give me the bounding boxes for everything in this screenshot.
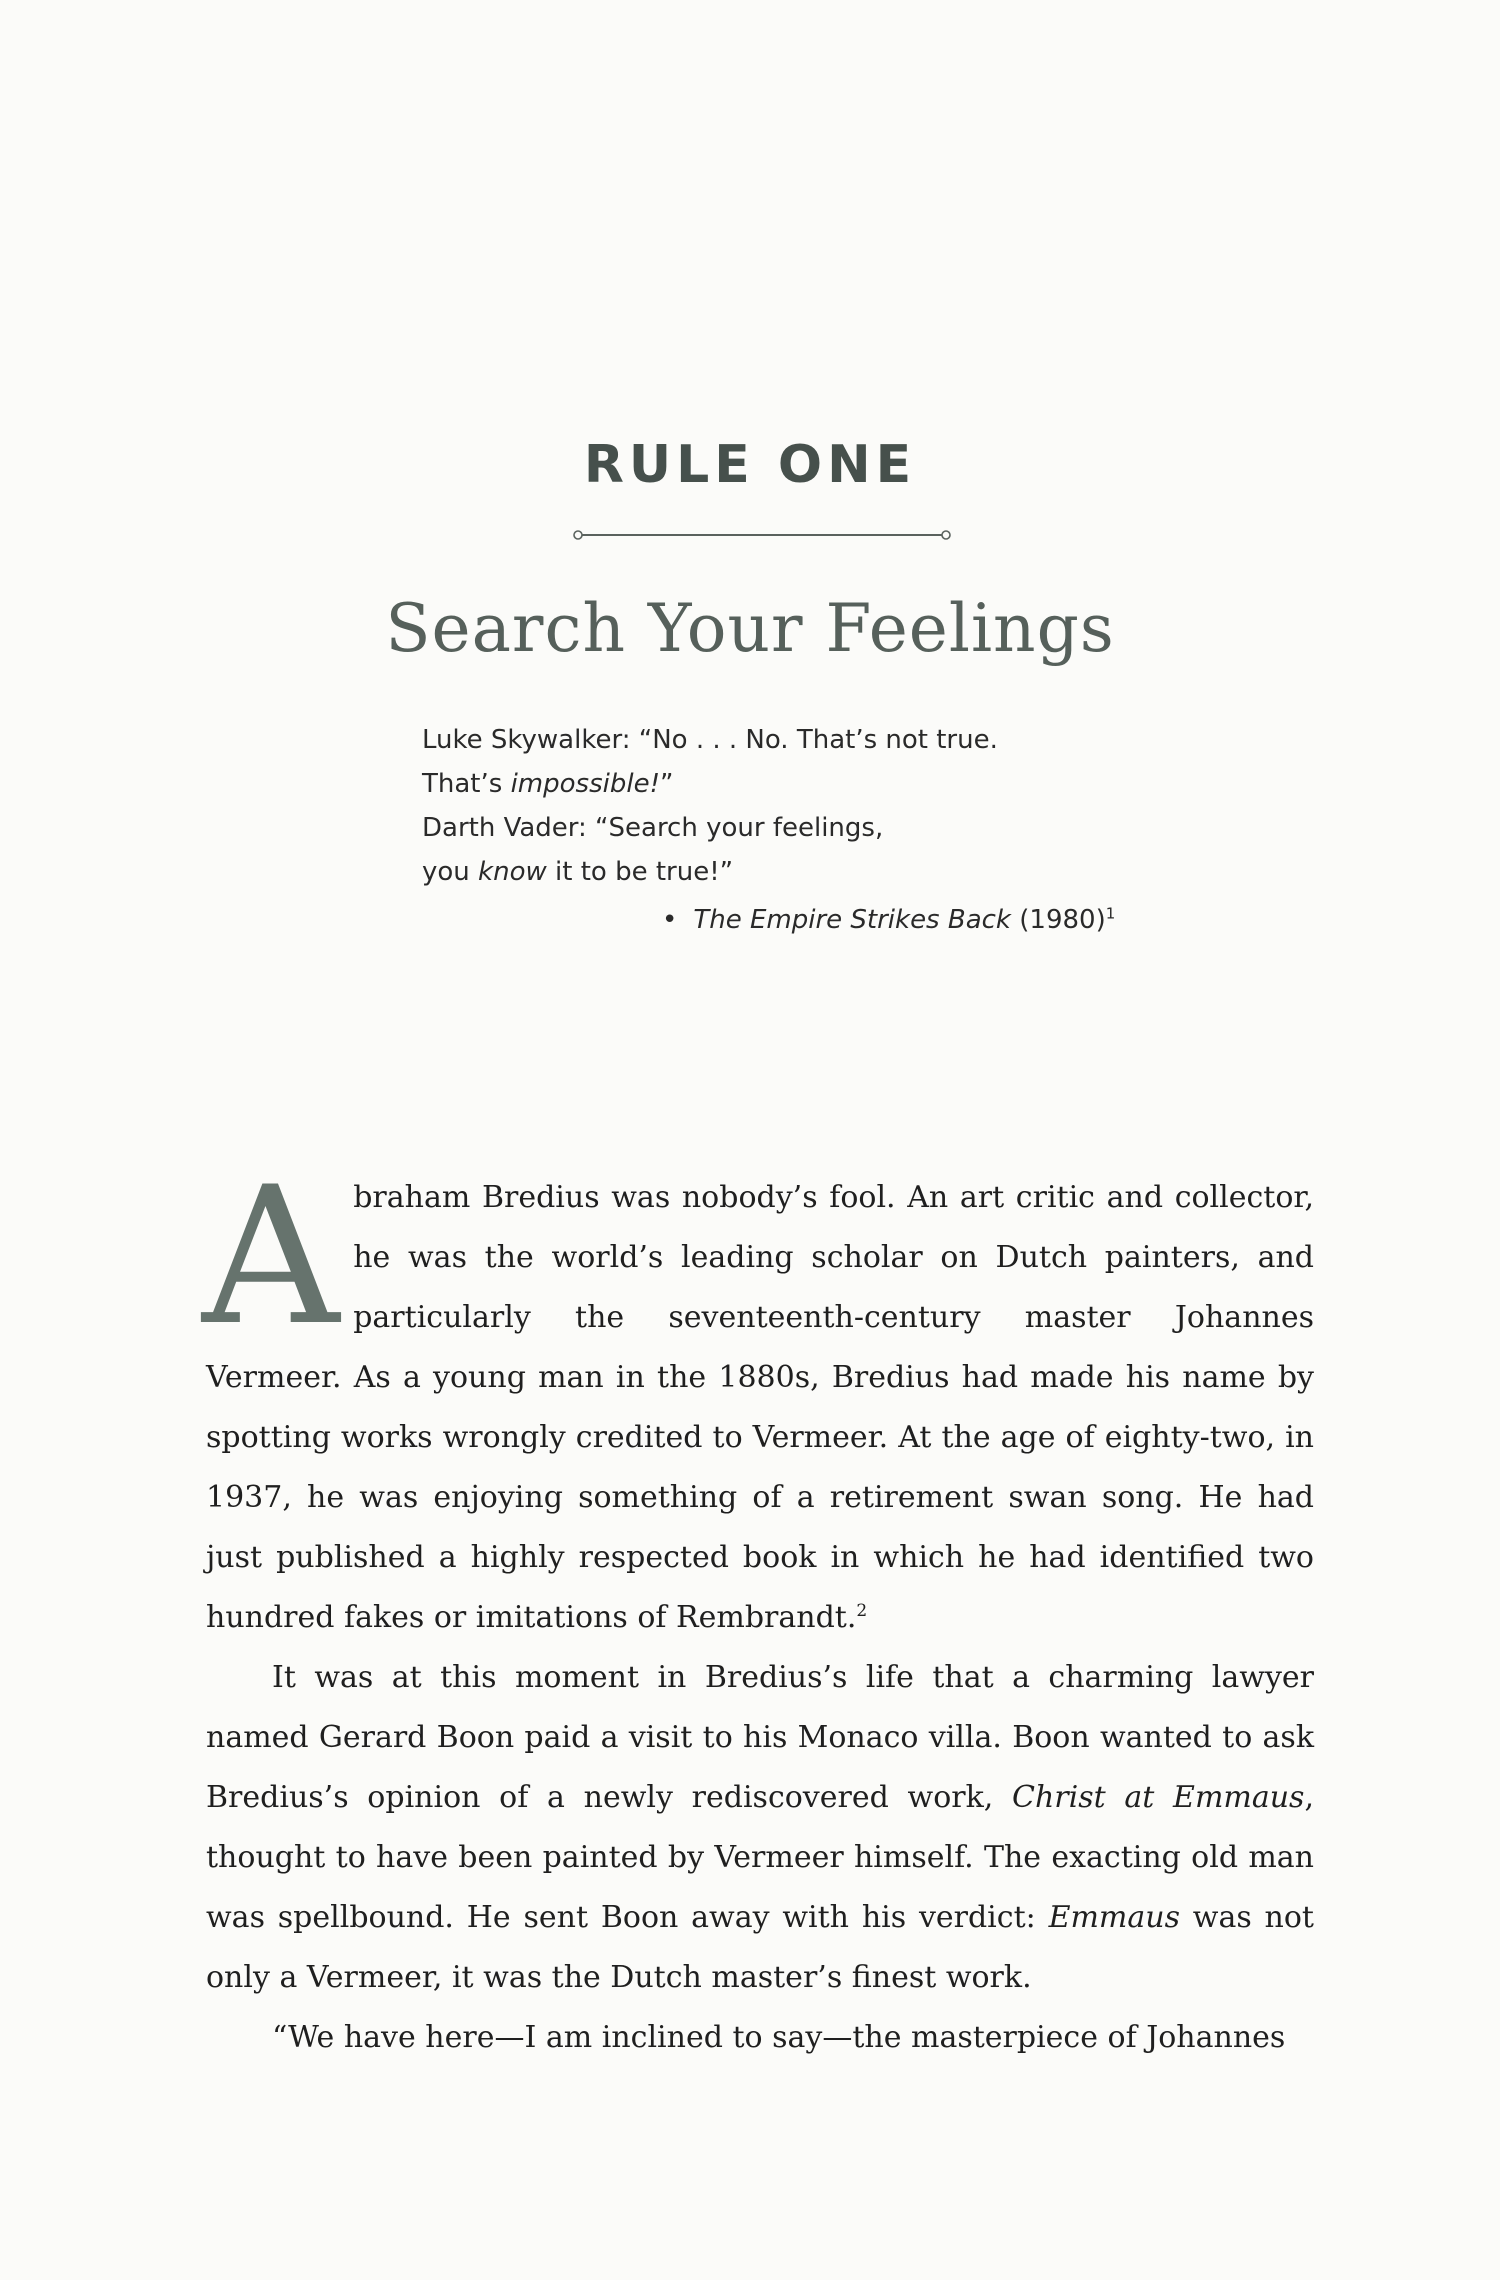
paragraph: “We have here—I am inclined to say—the masterpiece of Johannes xyxy=(272,2020,1286,2055)
title-ornament-divider xyxy=(572,528,952,542)
body-text xyxy=(202,1146,1315,2068)
source-year: (1980) xyxy=(1011,905,1106,935)
drop-cap: A xyxy=(202,1146,340,1367)
chapter-label: RULE ONE xyxy=(583,435,917,495)
paragraph: It was at this moment in Bredius’s life that a charming lawyer named Gerard Boon paid a visit to his Monaco villa. Boon wanted to ask Bredius’s opinion of a newly rediscovered work, Christ at Emmaus, thought to have been painted by Vermeer himself. The exacting old man was spellbound. He sent Boon away with his verdict: Emmaus was not only a Vermeer, it was the Dutch master’s finest work. xyxy=(206,1660,1315,1995)
epigraph xyxy=(422,718,1182,942)
chapter-title: Search Your Feelings xyxy=(385,590,1115,667)
source-title: The Empire Strikes Back xyxy=(693,905,1011,935)
footnote-marker: 1 xyxy=(1105,904,1116,923)
epigraph-line: Luke Skywalker: “No . . . No. That’s not true. xyxy=(422,725,998,755)
epigraph-line: you know it to be true!” xyxy=(422,857,734,887)
epigraph-source xyxy=(662,898,1182,942)
paragraph: Abraham Bredius was nobody’s fool. An art critic and collector, he was the world’s leading scholar on Dutch painters, and particularly the seventeenth-century master Johannes Vermeer. As a young man in the 1880s, Bredius had made his name by spotting works wrongly credited to Vermeer. At the age of eighty-two, in 1937, he was enjoying something of a retirement swan song. He had just published a highly respected book in which he had identified two hundred fakes or imitations of Rembrandt.$^2$ xyxy=(202,1146,1314,1635)
bullet-icon: • xyxy=(662,905,678,935)
epigraph-line: That’s impossible!” xyxy=(422,769,674,799)
epigraph-line: Darth Vader: “Search your feelings, xyxy=(422,813,884,843)
footnote-marker: 2 xyxy=(856,1601,868,1621)
